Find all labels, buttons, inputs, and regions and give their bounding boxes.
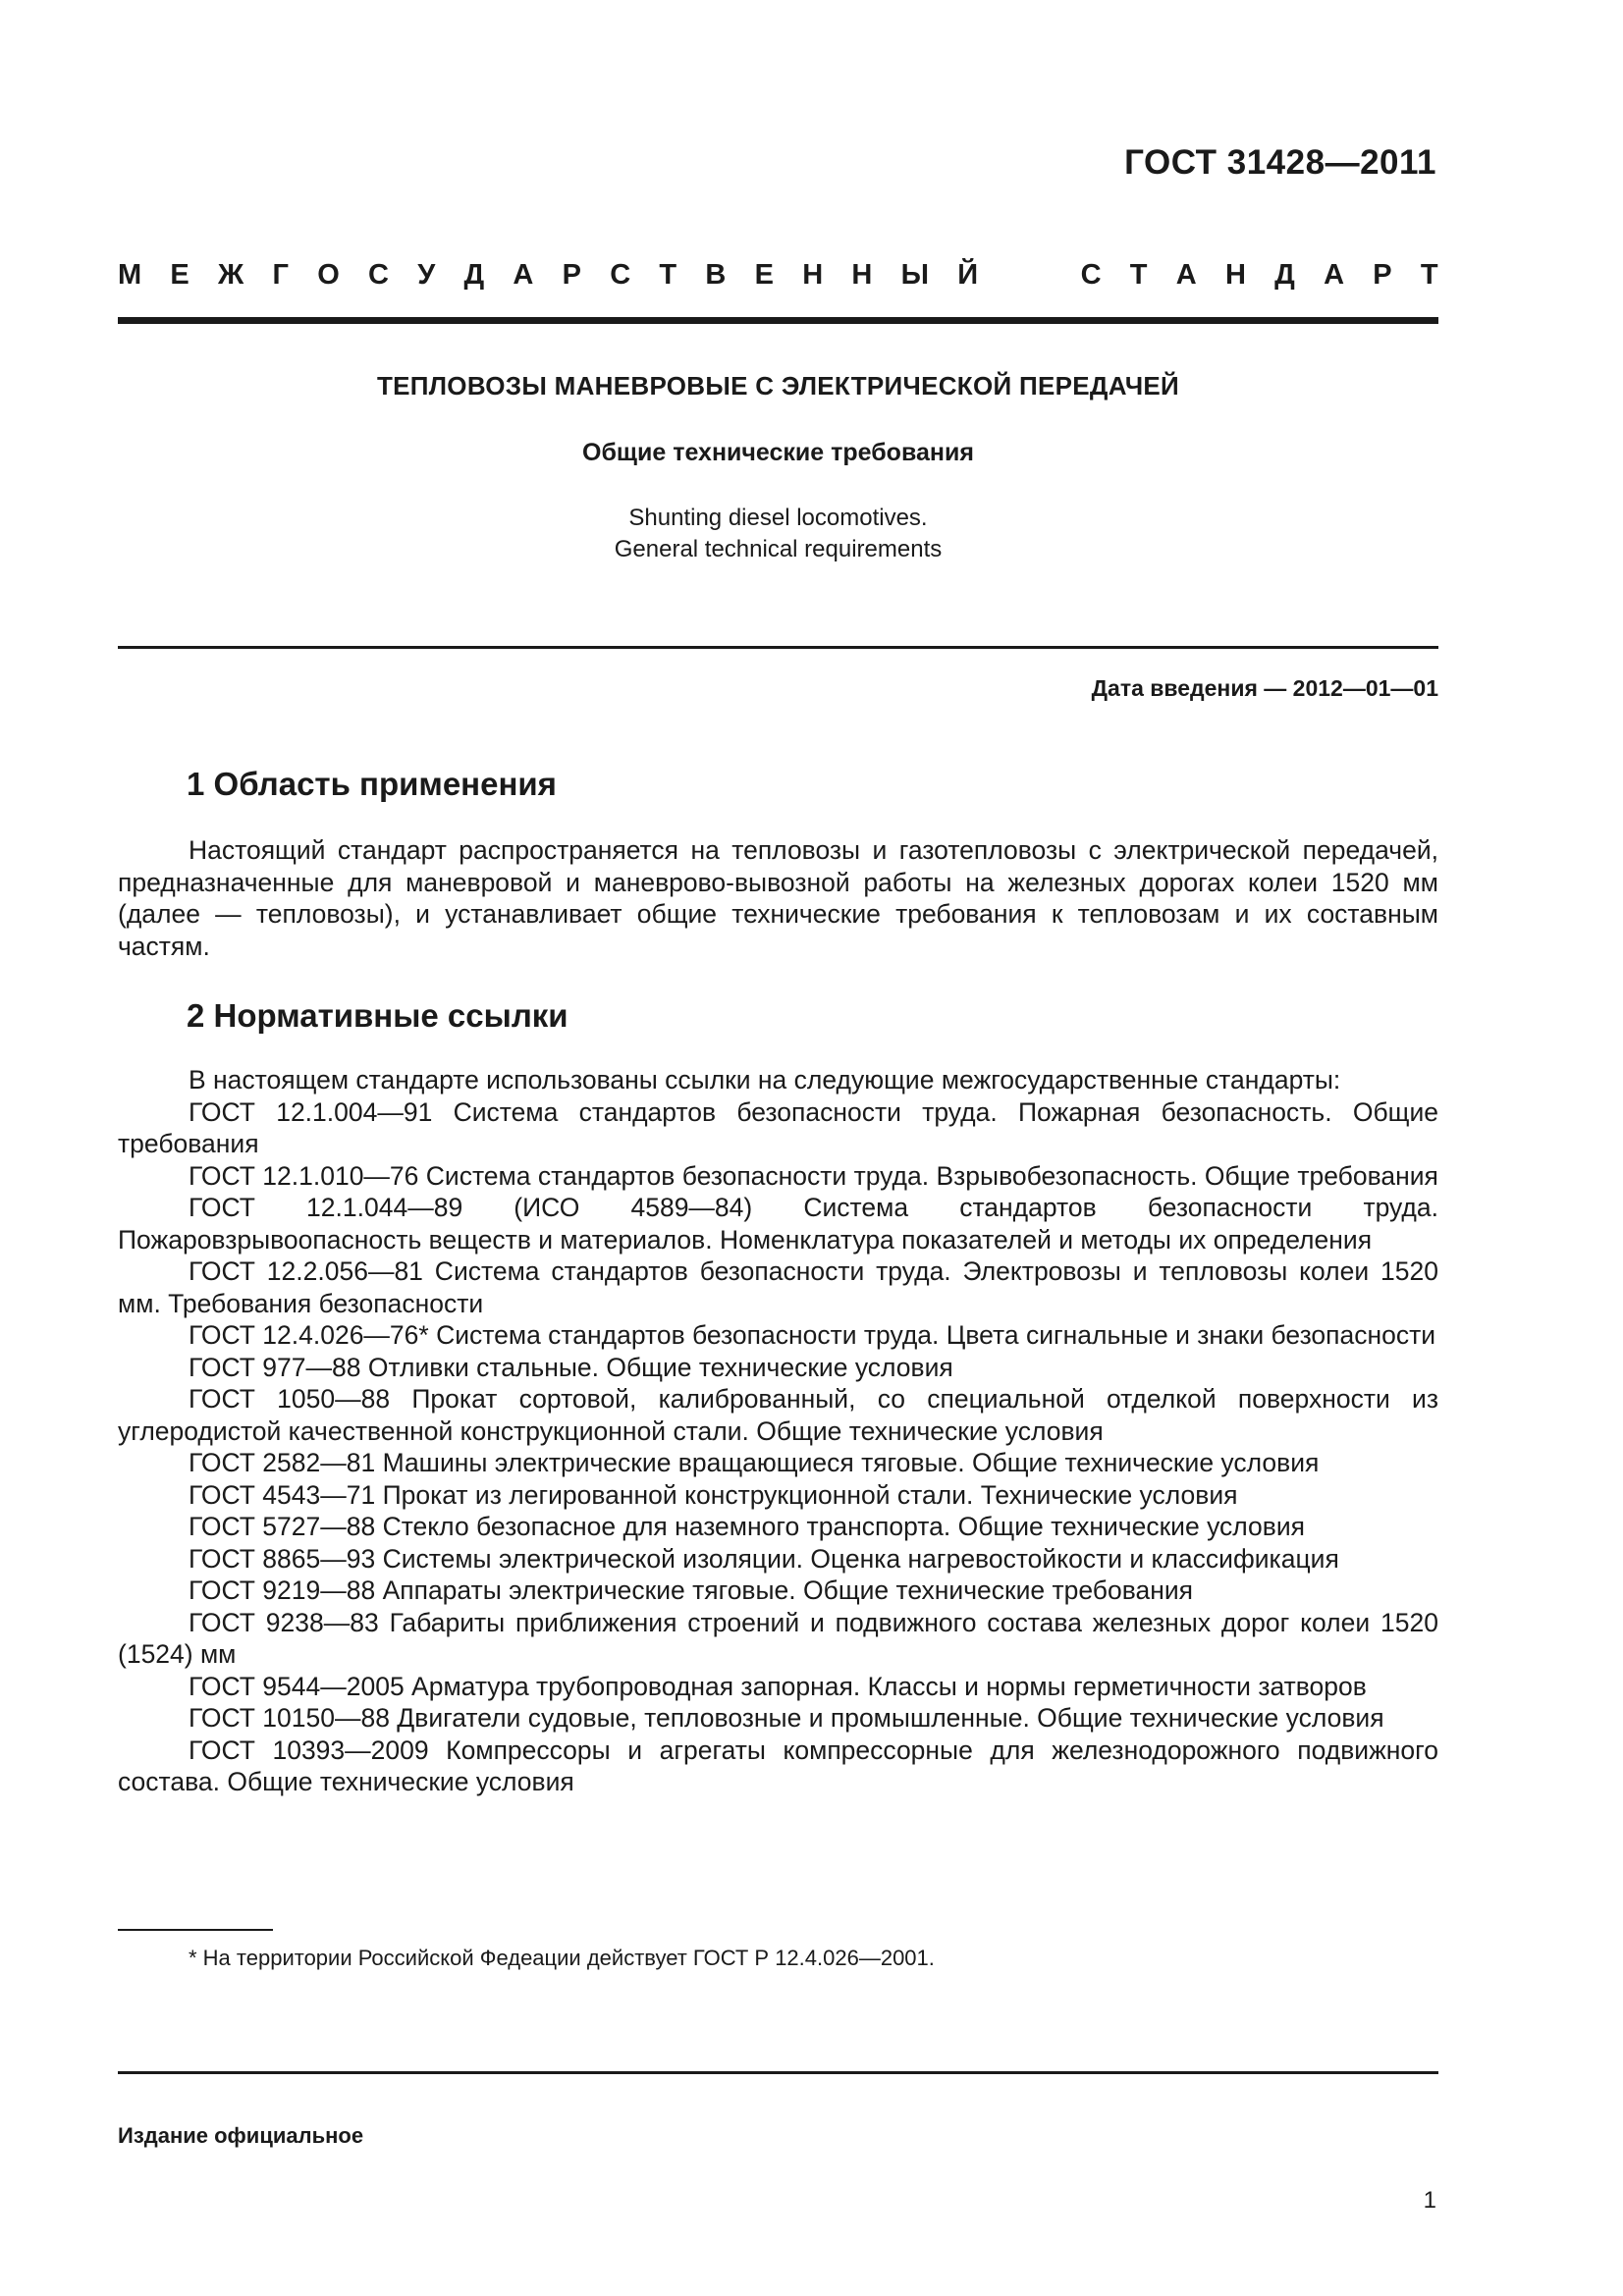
letter: В — [705, 259, 727, 291]
letter: Д — [1274, 259, 1295, 291]
letter: Е — [754, 259, 774, 291]
letter: М — [118, 259, 142, 291]
letter: Е — [170, 259, 189, 291]
letter: Й — [957, 259, 979, 291]
title-divider — [118, 646, 1438, 649]
section-1-body — [118, 834, 1438, 962]
footnote: * На территории Российской Федеации действует ГОСТ Р 12.4.026—2001. — [189, 1946, 935, 1970]
reference-item: ГОСТ 4543—71 Прокат из легированной конструкционной стали. Технические условия — [189, 1479, 1238, 1510]
letter: Д — [463, 259, 485, 291]
english-title — [118, 503, 1438, 565]
paragraph: В настоящем стандарте использованы ссылки на следующие межгосударственные стандарты: — [189, 1065, 1341, 1095]
reference-item: ГОСТ 5727—88 Стекло безопасное для наземного транспорта. Общие технические условия — [189, 1512, 1306, 1541]
letter: Т — [1420, 259, 1438, 291]
letter: С — [610, 259, 631, 291]
reference-item: ГОСТ 2582—81 Машины электрические вращающиеся тяговые. Общие технические условия — [189, 1448, 1320, 1477]
reference-item: ГОСТ 10150—88 Двигатели судовые, тепловозные и промышленные. Общие технические условия — [189, 1703, 1384, 1733]
letter: Н — [1224, 259, 1246, 291]
reference-item: ГОСТ 9238—83 Габариты приближения строений и подвижного состава железных дорог колеи 1520 (1524) мм — [118, 1607, 1438, 1669]
reference-item: ГОСТ 9219—88 Аппараты электрические тяговые. Общие технические требования — [189, 1575, 1194, 1605]
reference-item: ГОСТ 977—88 Отливки стальные. Общие технические условия — [189, 1352, 953, 1382]
letter: А — [1324, 259, 1345, 291]
letter: А — [1175, 259, 1197, 291]
section-1-heading: 1 Область применения — [187, 766, 557, 802]
letter: С — [1080, 259, 1102, 291]
official-edition-label: Издание официальное — [118, 2123, 364, 2148]
letter: Г — [272, 259, 289, 291]
letter: А — [513, 259, 534, 291]
reference-item: ГОСТ 12.2.056—81 Система стандартов безопасности труда. Электровозы и тепловозы колеи 1520 мм. Требования безопасности — [118, 1256, 1438, 1318]
english-title-line: Shunting diesel locomotives. — [628, 505, 928, 531]
header-divider — [118, 317, 1438, 324]
word-gap — [1006, 259, 1052, 292]
letter: Н — [802, 259, 824, 291]
document-subtitle: Общие технические требования — [582, 439, 974, 466]
letter: Н — [851, 259, 873, 291]
letter: С — [368, 259, 389, 291]
letter: Р — [1373, 259, 1392, 291]
reference-item: ГОСТ 9544—2005 Арматура трубопроводная запорная. Классы и нормы герметичности затворов — [189, 1671, 1367, 1701]
letter: О — [317, 259, 340, 291]
reference-item: ГОСТ 1050—88 Прокат сортовой, калиброванный, со специальной отделкой поверхности из углеродистой качественной конструкционной стали. Общие технические условия — [118, 1384, 1438, 1446]
paragraph: Настоящий стандарт распространяется на тепловозы и газотепловозы с электрической передачей, предназначенные для маневровой и маневрово-вывозной работы на железных дорогах колеи 1520 мм (далее — тепловозы), и устанавливает общие технические требования к тепловозам и их составным частям. — [118, 835, 1438, 961]
introduction-date: Дата введения — 2012—01—01 — [1091, 675, 1438, 701]
document-title: ТЕПЛОВОЗЫ МАНЕВРОВЫЕ С ЭЛЕКТРИЧЕСКОЙ ПЕРЕДАЧЕЙ — [376, 371, 1180, 400]
reference-item: ГОСТ 12.4.026—76* Система стандартов безопасности труда. Цвета сигнальные и знаки безопасности — [189, 1320, 1436, 1350]
reference-item: ГОСТ 12.1.044—89 (ИСО 4589—84) Система стандартов безопасности труда. Пожаровзрывоопасность веществ и материалов. Номенклатура показателей и методы их определения — [118, 1193, 1438, 1255]
footer-divider — [118, 2071, 1438, 2074]
reference-item: ГОСТ 12.1.004—91 Система стандартов безопасности труда. Пожарная безопасность. Общие требования — [118, 1096, 1438, 1158]
reference-item: ГОСТ 12.1.010—76 Система стандартов безопасности труда. Взрывобезопасность. Общие требования — [189, 1160, 1438, 1191]
letter: Ы — [900, 259, 929, 291]
footnote-divider — [118, 1929, 273, 1931]
reference-item: ГОСТ 8865—93 Системы электрической изоляции. Оценка нагревостойкости и классификация — [189, 1543, 1339, 1574]
letter: Ж — [218, 259, 244, 291]
page-number: 1 — [1423, 2187, 1436, 2214]
reference-item: ГОСТ 10393—2009 Компрессоры и агрегаты компрессорные для железнодорожного подвижного состава. Общие технические условия — [118, 1735, 1438, 1796]
doc-number: ГОСТ 31428—2011 — [1124, 143, 1436, 182]
letter: У — [417, 259, 436, 291]
letter: Т — [1129, 259, 1148, 291]
section-2-body — [118, 1064, 1438, 1798]
letter: Р — [562, 259, 581, 291]
english-title-line: General technical requirements — [614, 536, 943, 562]
section-2-heading: 2 Нормативные ссылки — [187, 997, 568, 1034]
standard-type-heading — [118, 259, 1438, 292]
letter: Т — [659, 259, 677, 291]
